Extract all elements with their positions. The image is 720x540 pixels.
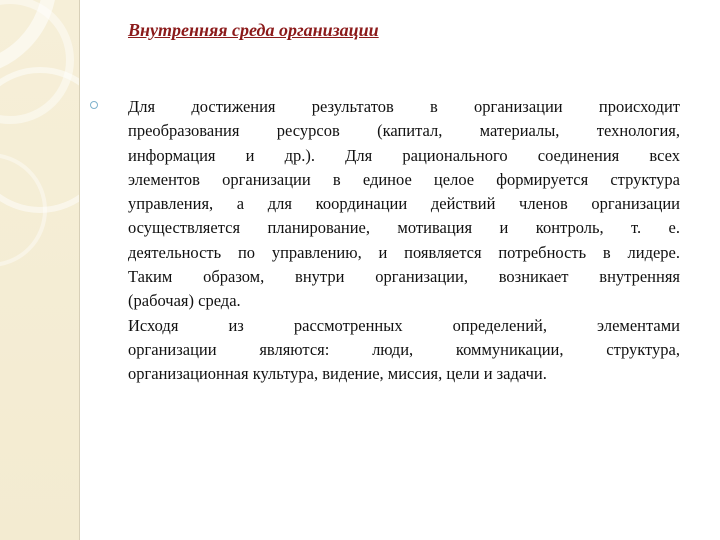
text-line: организационная культура, видение, миссия, цели и задачи. [128,364,547,384]
text-line: деятельность по управлению, и появляется потребность в лидере. [128,242,680,262]
text-line: управления, а для координации действий членов организации [128,194,680,214]
text-line: Исходя из рассмотренных определений, элементами [128,315,680,335]
text-line: организации являются: люди, коммуникации, структура, [128,339,680,359]
bullet-circle-icon [90,101,98,109]
text-line: (рабочая) среда. [128,291,241,311]
text-line: Для достижения результатов в организации происходит [128,97,680,116]
slide-title: Внутренняя среда организации [128,20,379,40]
decorative-side-panel [0,0,79,540]
text-line: осуществляется планирование, мотивация и контроль, т. е. [128,218,680,238]
text-line: преобразования ресурсов (капитал, материалы, технология, [128,121,680,141]
text-line: элементов организации в единое целое формируется структура [128,169,680,189]
body-paragraph [128,95,680,387]
panel-divider [79,0,80,540]
text-line: информация и др.). Для рационального соединения всех [128,145,680,165]
text-line: Таким образом, внутри организации, возникает внутренняя [128,267,680,287]
decorative-circles [0,0,79,540]
